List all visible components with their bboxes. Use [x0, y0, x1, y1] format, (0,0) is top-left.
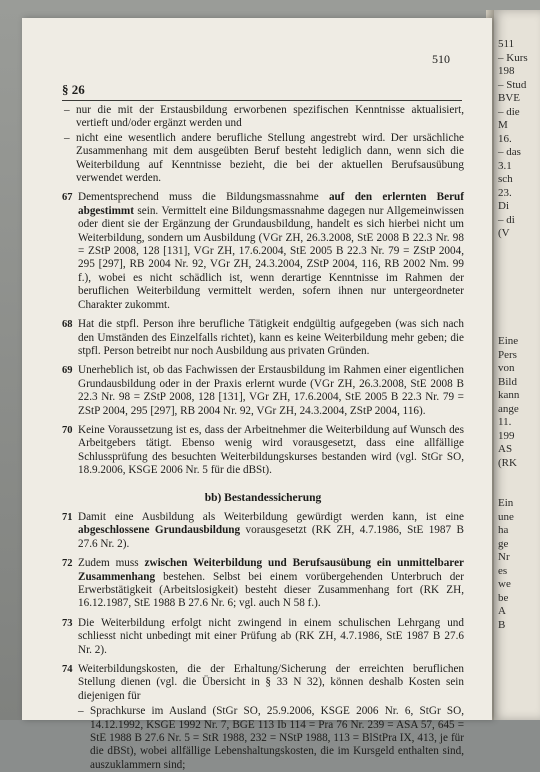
intro-item: – nur die mit der Erstausbildung erworbenen spezifischen Kenntnisse aktualisiert, vertieft und/oder ergänzt werden und — [62, 104, 464, 131]
margin-number: 73 — [62, 617, 73, 629]
header-rule — [62, 100, 462, 101]
right-line: we — [498, 578, 511, 590]
page-body — [62, 104, 464, 772]
right-line — [498, 268, 540, 282]
bold-emphasis: zwischen Weiterbildung und Berufsausübung ein unmittelbarer Zusammenhang — [78, 557, 464, 583]
right-line: ge — [498, 537, 509, 550]
right-line: sch — [498, 173, 513, 185]
right-line: 3.1 — [498, 159, 512, 172]
paragraph-68 — [62, 318, 464, 358]
right-line: AS — [498, 443, 513, 455]
right-line: – Stud — [498, 78, 527, 91]
paragraph-text: Unerheblich ist, ob das Fachwissen der Erstausbildung im Rahmen einer eigentlichen Grundausbildung oder in der Praxis erlernt wurde (VGr ZH, 26.3.2008, StE 2008 B 22.3 Nr. 98 = ZStP 2008, 128 [131], VGr ZH, 17.6.2004, StE 2005 B 22.3 Nr. 79 = ZStP 2004, 295 [297], RB 2004 Nr. 92, VGr ZH, 24.3.2004, ZStP 2004, 116). — [78, 364, 464, 417]
intro-item: – nicht eine wesentlich andere berufliche Stellung angestrebt wird. Der ursächliche Zusammenhang mit dem ausgeübten Beruf besteht lediglich dann, wenn sich die Weiterbildung auf Kenntnisse bezieht, die bei der aktuellen Berufsausübung verwendet werden. — [62, 132, 464, 186]
right-line — [498, 295, 540, 309]
right-line: B — [498, 618, 506, 631]
right-line: 198 — [498, 65, 515, 77]
right-line: Ein — [498, 497, 514, 509]
paragraph-text: Die Weiterbildung erfolgt nicht zwingend in einem schulischen Lehrgang und schliesst nicht unbedingt mit einer Prüfung ab (RK ZH, 4.7.1986, StE 1987 B 27.6 Nr. 2). — [78, 616, 464, 656]
paragraph-text: Zudem muss — [78, 557, 145, 570]
right-line — [498, 470, 540, 484]
right-line: – Kurs — [498, 51, 528, 64]
right-line: Di — [498, 200, 509, 212]
right-line: Pers — [498, 348, 517, 361]
right-line: ha — [498, 524, 509, 536]
paragraph-text: Weiterbildungskosten, die der Erhaltung/Sicherung der erreichten beruflichen Stellung dienen (vgl. die Übersicht in § 33 N 32), können deshalb Kosten sein diejenigen für — [78, 663, 464, 702]
bold-emphasis: auf den erlernten Beruf abgestimmt — [78, 191, 464, 217]
right-line: – die — [498, 105, 520, 118]
margin-number: 72 — [62, 558, 73, 570]
right-line: kann — [498, 389, 520, 401]
right-line: A — [498, 605, 506, 617]
right-line: von — [498, 362, 515, 374]
margin-number: 69 — [62, 365, 73, 377]
right-line — [498, 254, 540, 268]
paragraph-text: Damit eine Ausbildung als Weiterbildung gewürdigt werden kann, ist eine — [78, 510, 464, 523]
paragraph-70 — [62, 424, 464, 478]
margin-number: 74 — [62, 664, 73, 676]
right-page-number: 511 — [498, 38, 515, 50]
right-line: – di — [498, 213, 515, 226]
right-line: (V — [498, 227, 510, 239]
right-line: Nr — [498, 551, 510, 563]
right-line: 199 — [498, 429, 515, 442]
right-line: Eine — [498, 335, 519, 347]
paragraph-72 — [62, 557, 464, 611]
right-page-text — [498, 40, 540, 632]
right-line — [498, 281, 540, 295]
right-line: (RK — [498, 456, 517, 469]
right-line — [498, 241, 540, 255]
paragraph-text: bestehen. Selbst bei einem vorübergehenden Unterbruch der Erwerbstätigkeit (Arbeitslosigkeit) besteht dieser Zusammenhang fort (RK ZH, 16.12.1987, StE 1988 B 27.6 Nr. 6; vgl. auch N 58 f.). — [78, 570, 464, 610]
paragraph-73 — [62, 617, 464, 657]
right-line — [498, 308, 540, 322]
paragraph-text: Keine Voraussetzung ist es, dass der Arbeitnehmer die Weiterbildung auf Wunsch des Arbeitgebers tätigt. Ebenso wenig wird vorausgesetzt, dass eine allfällige Schlussprüfung des besuchten Weiterbildungskurses bestanden wird (vgl. StGr SO, 18.9.2006, KSGE 2006 Nr. 5 für die dBSt). — [78, 423, 464, 477]
right-line — [498, 322, 540, 336]
paragraph-text: Hat die stpfl. Person ihre berufliche Tätigkeit endgültig aufgegeben (was sich nach den Umständen des Einzelfalls richtet), kann es keine Weiterbildung mehr geben; die stpfl. Person betreibt nur noch Ausbildung aus privaten Gründen. — [78, 318, 464, 357]
right-line: 11. — [498, 416, 512, 428]
right-line — [498, 484, 540, 498]
paragraph-text: sein. Vermittelt eine Bildungsmassnahme dagegen nur Allgemeinwissen oder dient sie der Ergänzung der Grundausbildung, handelt es sich hierbei nicht um Weiterbildung, sondern um Ausbildung (VGr ZH, 26.3.2008, StE 2008 B 22.3 Nr. 98 = ZStP 2008, 128 [131], VGr ZH, 17.6.2004, StE 2005 B 22.3 Nr. 79 = ZStP 2004, 295 [297], RB 2004 Nr. 92, VGr ZH, 24.3.2004, ZStP 2004, 116, RB 2002 Nm. 99 f.), wobei es nicht schädlich ist, wenn derartige Kenntnisse im Rahmen der beruflichen Weiterbildung vermittelt werden, sofern ihnen nur untergeordneter Charakter zukommt. — [78, 204, 464, 311]
paragraph-74 — [62, 663, 464, 703]
page-number: 510 — [432, 52, 450, 66]
bold-emphasis: abgeschlossene Grundausbildung — [78, 524, 241, 537]
paragraph-text: Dementsprechend muss die Bildungsmassnahme — [78, 191, 329, 204]
paragraph-67 — [62, 191, 464, 312]
paragraph-71 — [62, 511, 464, 551]
right-line: Bild — [498, 375, 517, 388]
right-line: 16. — [498, 132, 512, 145]
margin-number: 67 — [62, 192, 73, 204]
right-line: – das — [498, 146, 521, 158]
margin-number: 68 — [62, 319, 73, 331]
paragraph-text: vorausgesetzt (RK ZH, 4.7.1986, StE 1987 B 27.6 Nr. 2). — [78, 524, 464, 550]
right-line: BVE — [498, 92, 520, 104]
right-line: be — [498, 591, 509, 604]
subsection-heading: bb) Bestandessicherung — [204, 491, 322, 504]
right-line: ange — [498, 402, 519, 415]
right-line: 23. — [498, 186, 512, 199]
paragraph-69 — [62, 364, 464, 418]
margin-number: 70 — [62, 424, 73, 436]
right-line: es — [498, 564, 508, 577]
right-line: une — [498, 510, 514, 523]
right-line: M — [498, 119, 508, 131]
margin-number: 71 — [62, 511, 73, 523]
list-item: – Sprachkurse im Ausland (StGr SO, 25.9.2006, KSGE 2006 Nr. 6, StGr SO, 14.12.1992, KSGE 1992 Nr. 7, BGE 113 Ib 114 = Pra 76 Nr. 239 = ASA 57, 645 = StE 1988 B 27.6 Nr. 5 = StR 1988, 232 = NStP 1988, 113 = BlStPra IX, 413, je für die dBSt), wobei allfällige Lebenshaltungskosten, die im Kursgeld enthalten sind, auszuklammern sind; — [62, 705, 464, 772]
section-header: § 26 — [62, 82, 85, 97]
